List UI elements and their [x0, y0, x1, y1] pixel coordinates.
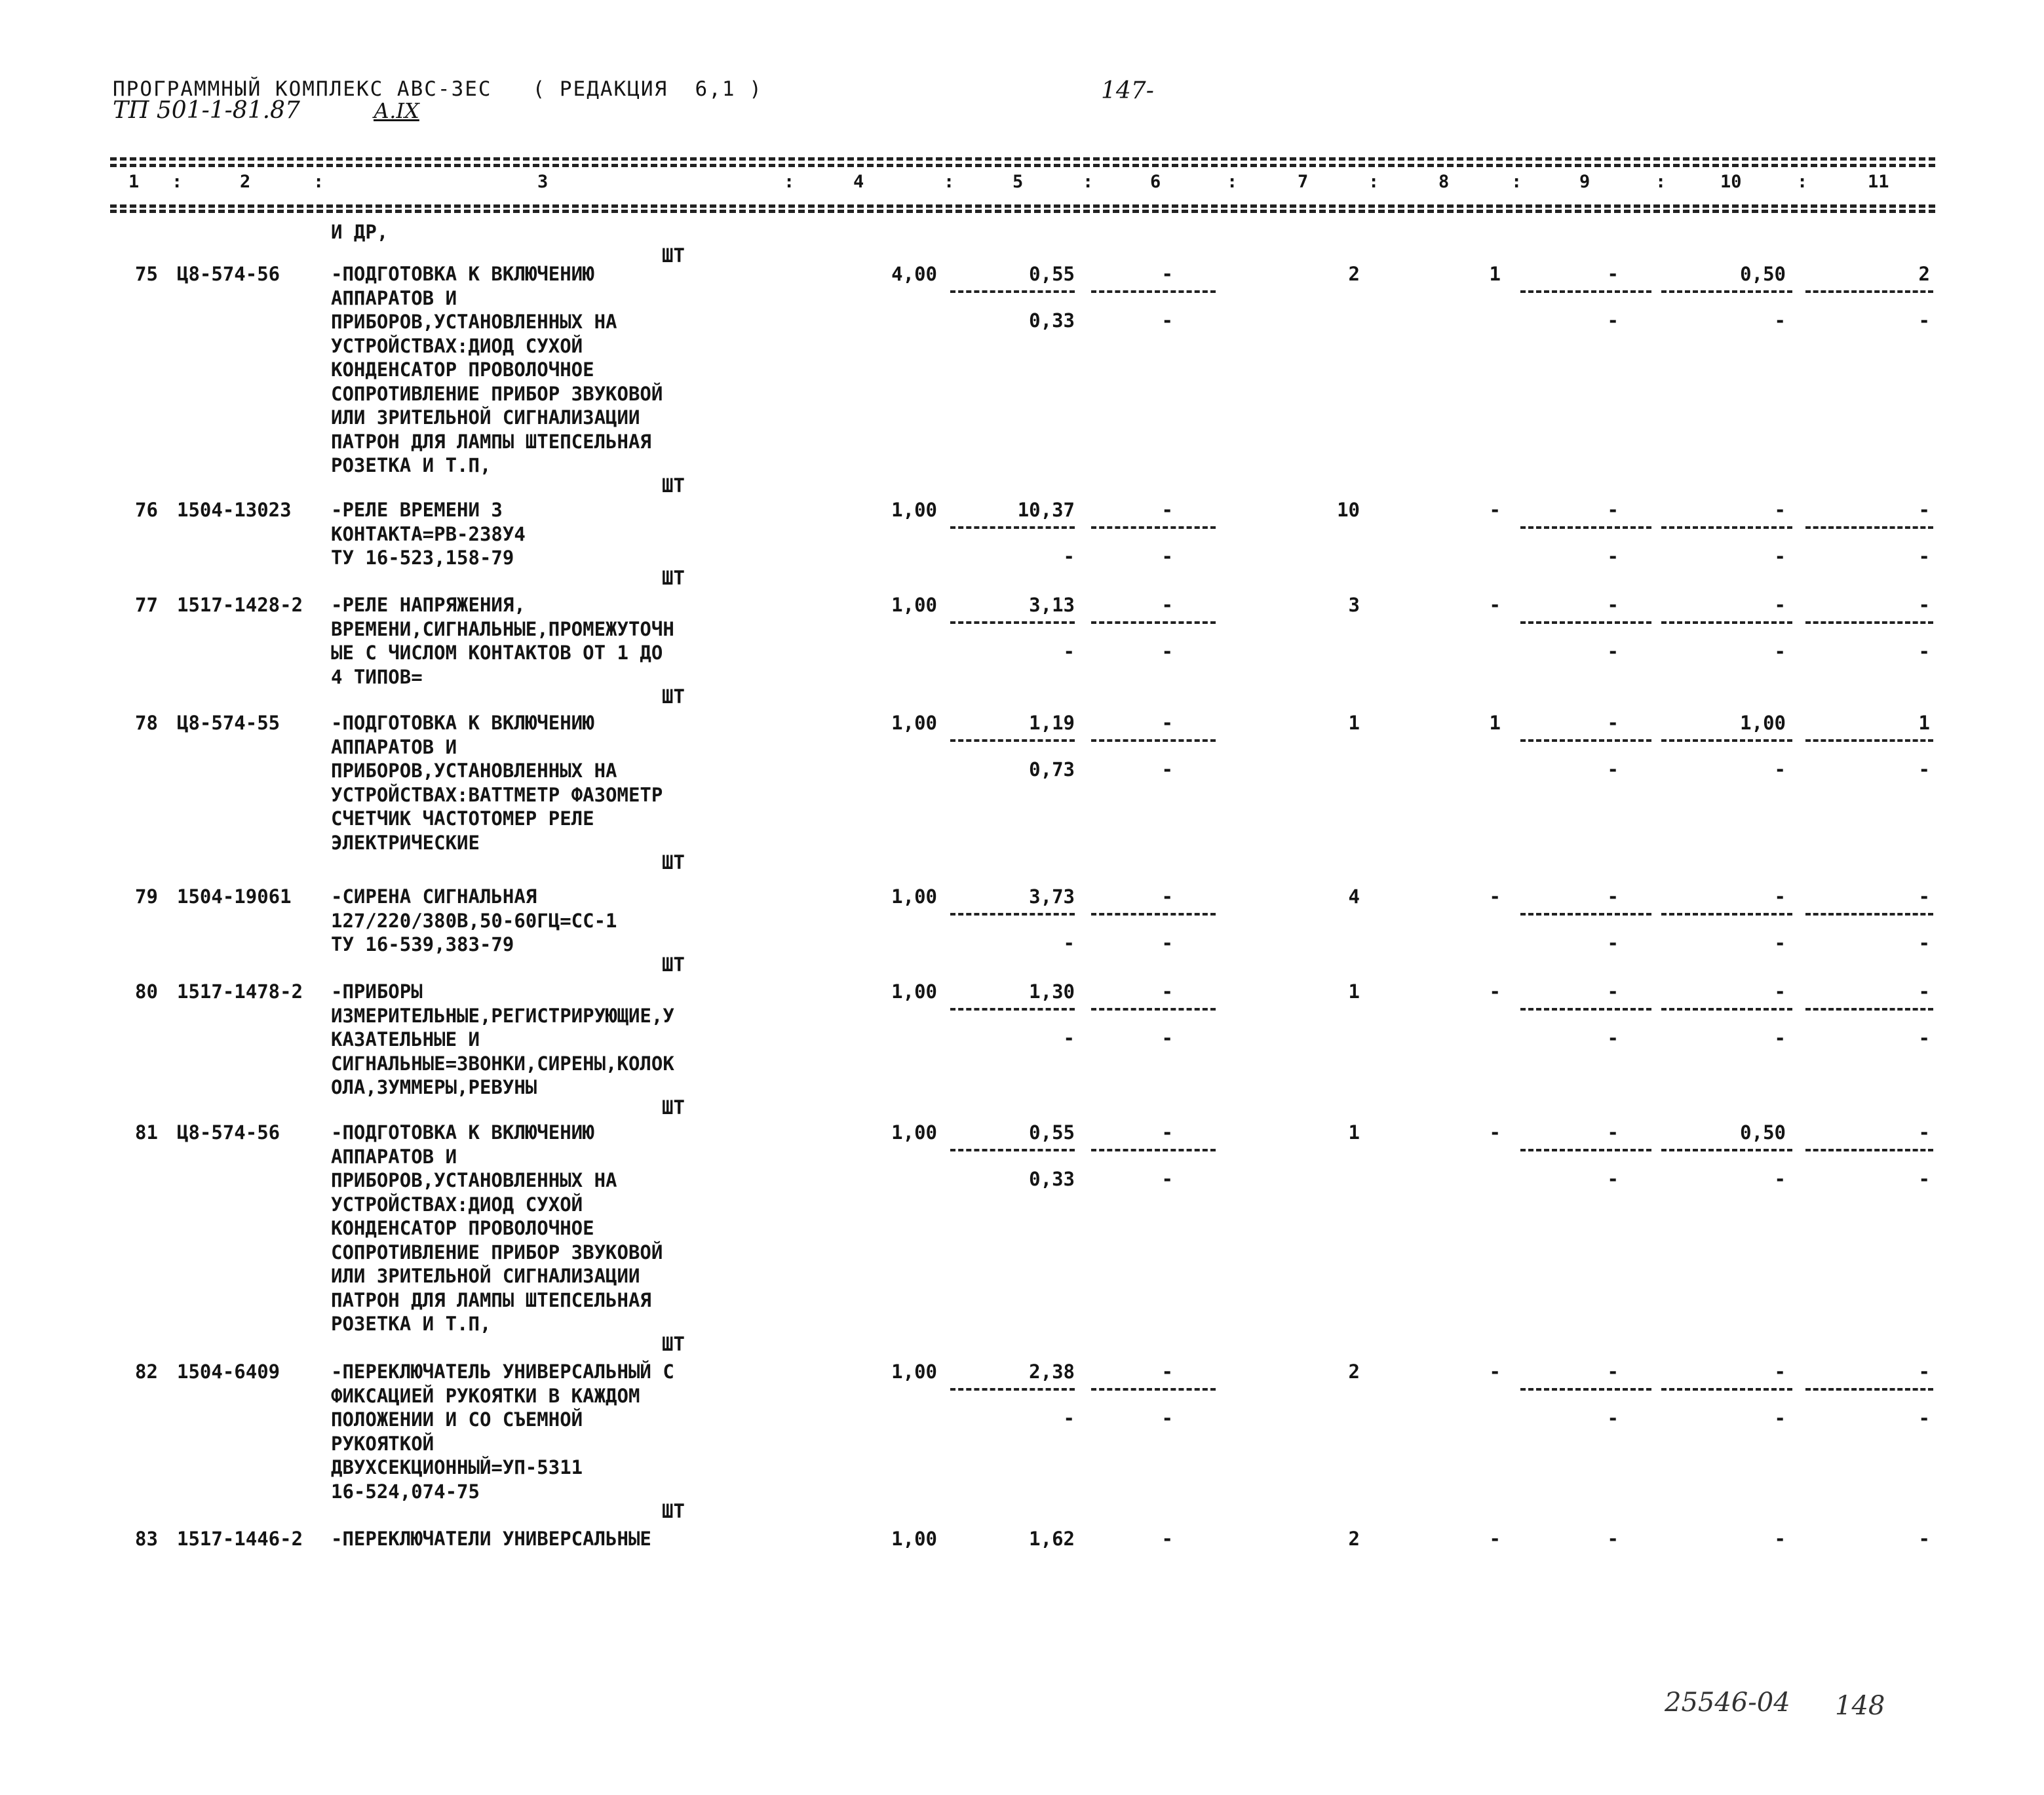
cell-c11: -: [1918, 980, 1930, 1003]
cell-c9: -: [1607, 980, 1619, 1003]
cell-c5-lower: -: [1063, 932, 1075, 954]
page-number: 147-: [1101, 77, 1154, 104]
cell-c9-lower: -: [1607, 1407, 1619, 1429]
row-description-line: ПОЛОЖЕНИИ И СО СЪЕМНОЙ: [331, 1408, 583, 1431]
row-description-line: -РЕЛЕ ВРЕМЕНИ 3: [331, 499, 503, 521]
column-header-7: 7: [1298, 172, 1309, 192]
cell-c6: -: [1161, 263, 1173, 285]
fraction-line: [950, 526, 1075, 529]
column-header-9: 9: [1579, 172, 1591, 192]
fraction-line: [1805, 913, 1933, 916]
cell-c7: 3: [1348, 594, 1360, 616]
fraction-line: [1805, 1008, 1933, 1011]
cell-c8: -: [1489, 1361, 1501, 1383]
cell-col4: 1,00: [891, 712, 937, 734]
row-description-line: УСТРОЙСТВАХ:ДИОД СУХОЙ: [331, 334, 583, 357]
row-description-line: ИЛИ ЗРИТЕЛЬНОЙ СИГНАЛИЗАЦИИ: [331, 406, 640, 429]
row-description-line: ИЗМЕРИТЕЛЬНЫЕ,РЕГИСТРИРУЮЩИЕ,У: [331, 1004, 674, 1027]
row-description-line: ПРИБОРОВ,УСТАНОВЛЕННЫХ НА: [331, 1169, 617, 1191]
fraction-line: [1661, 1149, 1792, 1151]
row-description-line: ДВУХСЕКЦИОННЫЙ=УП-5311: [331, 1456, 583, 1478]
cell-c9-lower: -: [1607, 932, 1619, 954]
cell-c7: 10: [1337, 499, 1360, 521]
row-code: Ц8-574-55: [177, 712, 280, 734]
fraction-line: [1520, 621, 1651, 624]
cell-c10: -: [1774, 980, 1786, 1003]
column-separator: :: [944, 172, 955, 192]
cell-c10: -: [1774, 594, 1786, 616]
column-separator: :: [1368, 172, 1379, 192]
cell-c6: -: [1161, 712, 1173, 734]
cell-col4: 1,00: [891, 885, 937, 908]
row-description-line: -СИРЕНА СИГНАЛЬНАЯ: [331, 885, 537, 908]
fraction-line: [1091, 1149, 1216, 1151]
cell-c6: -: [1161, 1528, 1173, 1550]
row-description-line: РОЗЕТКА И Т.П,: [331, 454, 492, 476]
column-header-10: 10: [1720, 172, 1742, 192]
cell-c8: -: [1489, 1121, 1501, 1144]
cell-c11-lower: -: [1918, 309, 1930, 332]
cell-c5-lower: 0,33: [1029, 1168, 1075, 1190]
cell-c7: 4: [1348, 885, 1360, 908]
row-code: Ц8-574-56: [177, 263, 280, 285]
cell-c6-lower: -: [1161, 1168, 1173, 1190]
row-description-line: ФИКСАЦИЕЙ РУКОЯТКИ В КАЖДОМ: [331, 1384, 640, 1407]
row-description-line: РОЗЕТКА И Т.П,: [331, 1313, 492, 1335]
cell-c5-lower: -: [1063, 545, 1075, 568]
cell-col4: 4,00: [891, 263, 937, 285]
row-description-line: -РЕЛЕ НАПРЯЖЕНИЯ,: [331, 594, 526, 616]
cell-c9: -: [1607, 885, 1619, 908]
cell-c7: 2: [1348, 1361, 1360, 1383]
header-rule-bottom: [110, 204, 1935, 208]
cell-c5: 2,38: [1029, 1361, 1075, 1383]
cell-c7: 1: [1348, 1121, 1360, 1144]
cell-c8: -: [1489, 499, 1501, 521]
fraction-line: [1091, 290, 1216, 293]
row-number: 79: [135, 885, 158, 908]
row-description-line: ЭЛЕКТРИЧЕСКИЕ: [331, 831, 480, 854]
cell-c6: -: [1161, 1121, 1173, 1144]
column-header-5: 5: [1012, 172, 1024, 192]
intro-unit: ШТ: [662, 244, 685, 267]
cell-c11-lower: -: [1918, 1407, 1930, 1429]
fraction-line: [950, 1008, 1075, 1011]
cell-c8: 1: [1489, 263, 1501, 285]
fraction-line: [1091, 1388, 1216, 1391]
fraction-line: [1091, 913, 1216, 916]
fraction-line: [1805, 1388, 1933, 1391]
cell-c10-lower: -: [1774, 1027, 1786, 1049]
cell-c5: 1,62: [1029, 1528, 1075, 1550]
cell-c7: 2: [1348, 263, 1360, 285]
row-number: 80: [135, 980, 158, 1003]
fraction-line: [1805, 290, 1933, 293]
row-description-line: -ПРИБОРЫ: [331, 980, 423, 1003]
row-number: 81: [135, 1121, 158, 1144]
cell-c9: -: [1607, 1361, 1619, 1383]
cell-c5: 0,55: [1029, 1121, 1075, 1144]
cell-c6: -: [1161, 1361, 1173, 1383]
cell-c11: -: [1918, 1528, 1930, 1550]
cell-c5-lower: -: [1063, 640, 1075, 663]
cell-c10: 1,00: [1740, 712, 1786, 734]
cell-c11: 2: [1918, 263, 1930, 285]
row-code: 1517-1428-2: [177, 594, 303, 616]
sheet-index: А.IX: [374, 98, 419, 123]
row-description-line: РУКОЯТКОЙ: [331, 1432, 434, 1455]
fraction-line: [950, 739, 1075, 742]
cell-c5-lower: -: [1063, 1027, 1075, 1049]
cell-c10: 0,50: [1740, 1121, 1786, 1144]
column-header-11: 11: [1868, 172, 1889, 192]
header-rule-top: [110, 157, 1935, 161]
row-description-line: СОПРОТИВЛЕНИЕ ПРИБОР ЗВУКОВОЙ: [331, 1241, 663, 1264]
cell-c10: -: [1774, 1528, 1786, 1550]
cell-c10-lower: -: [1774, 932, 1786, 954]
cell-c5: 3,73: [1029, 885, 1075, 908]
row-number: 83: [135, 1528, 158, 1550]
fraction-line: [950, 1388, 1075, 1391]
column-separator: :: [1655, 172, 1667, 192]
row-number: 75: [135, 263, 158, 285]
row-unit: ШТ: [662, 474, 685, 497]
cell-c10-lower: -: [1774, 1168, 1786, 1190]
row-description-line: -ПОДГОТОВКА К ВКЛЮЧЕНИЮ: [331, 1121, 594, 1144]
fraction-line: [950, 1149, 1075, 1151]
row-description-line: -ПОДГОТОВКА К ВКЛЮЧЕНИЮ: [331, 712, 594, 734]
cell-c9-lower: -: [1607, 545, 1619, 568]
row-unit: ШТ: [662, 1332, 685, 1355]
cell-c10-lower: -: [1774, 545, 1786, 568]
column-separator: :: [1511, 172, 1522, 192]
row-code: 1504-13023: [177, 499, 292, 521]
row-description-line: 127/220/380В,50-60ГЦ=СС-1: [331, 909, 617, 932]
column-separator: :: [1227, 172, 1238, 192]
cell-c9: -: [1607, 499, 1619, 521]
fraction-line: [1520, 739, 1651, 742]
row-code: 1517-1446-2: [177, 1528, 303, 1550]
column-separator: :: [1797, 172, 1808, 192]
cell-c11: -: [1918, 594, 1930, 616]
row-unit: ШТ: [662, 1096, 685, 1119]
cell-col4: 1,00: [891, 1121, 937, 1144]
fraction-line: [1805, 621, 1933, 624]
cell-c9-lower: -: [1607, 640, 1619, 663]
cell-c11-lower: -: [1918, 640, 1930, 663]
cell-c11-lower: -: [1918, 545, 1930, 568]
cell-c6: -: [1161, 885, 1173, 908]
cell-col4: 1,00: [891, 1528, 937, 1550]
header-rule-bottom-2: [110, 210, 1935, 213]
cell-c9: -: [1607, 1121, 1619, 1144]
fraction-line: [950, 913, 1075, 916]
cell-col4: 1,00: [891, 499, 937, 521]
fraction-line: [950, 621, 1075, 624]
column-header-1: 1: [128, 172, 140, 192]
cell-c9: -: [1607, 594, 1619, 616]
row-description-line: ПРИБОРОВ,УСТАНОВЛЕННЫХ НА: [331, 760, 617, 782]
row-unit: ШТ: [662, 1500, 685, 1522]
cell-c11-lower: -: [1918, 932, 1930, 954]
cell-c6-lower: -: [1161, 932, 1173, 954]
cell-c5-lower: 0,33: [1029, 309, 1075, 332]
cell-col4: 1,00: [891, 594, 937, 616]
cell-c11-lower: -: [1918, 1027, 1930, 1049]
row-description-line: СЧЕТЧИК ЧАСТОТОМЕР РЕЛЕ: [331, 807, 594, 830]
cell-c9-lower: -: [1607, 758, 1619, 781]
fraction-line: [1805, 739, 1933, 742]
cell-c10-lower: -: [1774, 309, 1786, 332]
cell-col4: 1,00: [891, 980, 937, 1003]
row-description-line: -ПОДГОТОВКА К ВКЛЮЧЕНИЮ: [331, 263, 594, 285]
cell-c10-lower: -: [1774, 1407, 1786, 1429]
row-description-line: КАЗАТЕЛЬНЫЕ И: [331, 1028, 480, 1051]
cell-c9-lower: -: [1607, 1168, 1619, 1190]
column-separator: :: [784, 172, 795, 192]
row-description-line: 16-524,074-75: [331, 1480, 480, 1503]
cell-c6-lower: -: [1161, 309, 1173, 332]
fraction-line: [1805, 526, 1933, 529]
row-unit: ШТ: [662, 851, 685, 874]
row-description-line: АППАРАТОВ И: [331, 286, 457, 309]
row-description-line: КОНТАКТА=РВ-238У4: [331, 522, 526, 545]
column-separator: :: [172, 172, 183, 192]
row-description-line: АППАРАТОВ И: [331, 1145, 457, 1168]
row-unit: ШТ: [662, 953, 685, 976]
row-description-line: ПРИБОРОВ,УСТАНОВЛЕННЫХ НА: [331, 311, 617, 333]
fraction-line: [950, 290, 1075, 293]
cell-c6-lower: -: [1161, 1027, 1173, 1049]
fraction-line: [1661, 621, 1792, 624]
row-description-line: -ПЕРЕКЛЮЧАТЕЛИ УНИВЕРСАЛЬНЫЕ: [331, 1528, 651, 1550]
row-number: 77: [135, 594, 158, 616]
row-unit: ШТ: [662, 566, 685, 589]
cell-col4: 1,00: [891, 1361, 937, 1383]
row-code: 1517-1478-2: [177, 980, 303, 1003]
intro-desc: И ДР,: [331, 221, 389, 243]
cell-c8: -: [1489, 980, 1501, 1003]
footer-stamp: 25546-04: [1665, 1688, 1790, 1718]
column-header-2: 2: [240, 172, 251, 192]
cell-c8: -: [1489, 1528, 1501, 1550]
cell-c7: 2: [1348, 1528, 1360, 1550]
row-description-line: СОПРОТИВЛЕНИЕ ПРИБОР ЗВУКОВОЙ: [331, 382, 663, 405]
cell-c6-lower: -: [1161, 545, 1173, 568]
cell-c11: -: [1918, 885, 1930, 908]
fraction-line: [1091, 526, 1216, 529]
row-description-line: КОНДЕНСАТОР ПРОВОЛОЧНОЕ: [331, 358, 594, 381]
cell-c5: 1,30: [1029, 980, 1075, 1003]
row-description-line: СИГНАЛЬНЫЕ=ЗВОНКИ,СИРЕНЫ,КОЛОК: [331, 1052, 674, 1075]
row-description-line: 4 ТИПОВ=: [331, 665, 423, 688]
row-description-line: ТУ 16-523,158-79: [331, 547, 514, 569]
column-separator: :: [1083, 172, 1094, 192]
cell-c5-lower: -: [1063, 1407, 1075, 1429]
cell-c11: -: [1918, 1121, 1930, 1144]
row-description-line: АППАРАТОВ И: [331, 735, 457, 758]
cell-c6-lower: -: [1161, 1407, 1173, 1429]
fraction-line: [1520, 526, 1651, 529]
header-rule-top-2: [110, 164, 1935, 167]
column-header-4: 4: [853, 172, 864, 192]
row-description-line: ОЛА,ЗУММЕРЫ,РЕВУНЫ: [331, 1076, 537, 1098]
fraction-line: [1520, 913, 1651, 916]
row-number: 82: [135, 1361, 158, 1383]
cell-c10-lower: -: [1774, 758, 1786, 781]
row-description-line: -ПЕРЕКЛЮЧАТЕЛЬ УНИВЕРСАЛЬНЫЙ С: [331, 1361, 674, 1383]
cell-c9-lower: -: [1607, 309, 1619, 332]
fraction-line: [1520, 1149, 1651, 1151]
cell-c9: -: [1607, 712, 1619, 734]
cell-c10: 0,50: [1740, 263, 1786, 285]
footer-sheet: 148: [1835, 1691, 1885, 1721]
column-header-6: 6: [1150, 172, 1161, 192]
cell-c8: 1: [1489, 712, 1501, 734]
cell-c11: 1: [1918, 712, 1930, 734]
row-code: Ц8-574-56: [177, 1121, 280, 1144]
row-description-line: ЫЕ С ЧИСЛОМ КОНТАКТОВ ОТ 1 ДО: [331, 642, 663, 664]
fraction-line: [1661, 1008, 1792, 1011]
row-unit: ШТ: [662, 685, 685, 708]
row-description-line: ИЛИ ЗРИТЕЛЬНОЙ СИГНАЛИЗАЦИИ: [331, 1265, 640, 1287]
cell-c10: -: [1774, 1361, 1786, 1383]
fraction-line: [1661, 290, 1792, 293]
cell-c11-lower: -: [1918, 758, 1930, 781]
cell-c7: 1: [1348, 980, 1360, 1003]
fraction-line: [1661, 1388, 1792, 1391]
fraction-line: [1091, 621, 1216, 624]
cell-c6: -: [1161, 594, 1173, 616]
cell-c6: -: [1161, 980, 1173, 1003]
cell-c11: -: [1918, 1361, 1930, 1383]
row-description-line: КОНДЕНСАТОР ПРОВОЛОЧНОЕ: [331, 1217, 594, 1239]
cell-c10: -: [1774, 499, 1786, 521]
cell-c8: -: [1489, 885, 1501, 908]
cell-c5-lower: 0,73: [1029, 758, 1075, 781]
cell-c5: 10,37: [1017, 499, 1075, 521]
row-number: 76: [135, 499, 158, 521]
cell-c11: -: [1918, 499, 1930, 521]
fraction-line: [1091, 1008, 1216, 1011]
row-description-line: ПАТРОН ДЛЯ ЛАМПЫ ШТЕПСЕЛЬНАЯ: [331, 430, 651, 453]
column-header-8: 8: [1438, 172, 1450, 192]
fraction-line: [1520, 1008, 1651, 1011]
fraction-line: [1661, 739, 1792, 742]
cell-c9-lower: -: [1607, 1027, 1619, 1049]
row-code: 1504-19061: [177, 885, 292, 908]
cell-c11-lower: -: [1918, 1168, 1930, 1190]
row-description-line: ТУ 16-539,383-79: [331, 933, 514, 955]
cell-c6-lower: -: [1161, 758, 1173, 781]
cell-c10-lower: -: [1774, 640, 1786, 663]
column-separator: :: [313, 172, 324, 192]
cell-c6: -: [1161, 499, 1173, 521]
cell-c8: -: [1489, 594, 1501, 616]
row-description-line: ВРЕМЕНИ,СИГНАЛЬНЫЕ,ПРОМЕЖУТОЧН: [331, 617, 674, 640]
row-description-line: УСТРОЙСТВАХ:ВАТТМЕТР ФАЗОМЕТР: [331, 783, 663, 806]
fraction-line: [1091, 739, 1216, 742]
cell-c5: 1,19: [1029, 712, 1075, 734]
fraction-line: [1661, 913, 1792, 916]
column-header-3: 3: [537, 172, 549, 192]
fraction-line: [1520, 290, 1651, 293]
cell-c5: 3,13: [1029, 594, 1075, 616]
row-description-line: ПАТРОН ДЛЯ ЛАМПЫ ШТЕПСЕЛЬНАЯ: [331, 1288, 651, 1311]
fraction-line: [1805, 1149, 1933, 1151]
row-code: 1504-6409: [177, 1361, 280, 1383]
project-code: ТП 501-1-81.87: [113, 97, 300, 124]
cell-c9: -: [1607, 1528, 1619, 1550]
cell-c10: -: [1774, 885, 1786, 908]
cell-c7: 1: [1348, 712, 1360, 734]
program-header: ПРОГРАММНЫЙ КОМПЛЕКС АВС-3ЕС ( РЕДАКЦИЯ 6,1 ): [113, 77, 763, 101]
fraction-line: [1661, 526, 1792, 529]
row-number: 78: [135, 712, 158, 734]
cell-c5: 0,55: [1029, 263, 1075, 285]
fraction-line: [1520, 1388, 1651, 1391]
row-description-line: УСТРОЙСТВАХ:ДИОД СУХОЙ: [331, 1193, 583, 1216]
cell-c6-lower: -: [1161, 640, 1173, 663]
cell-c9: -: [1607, 263, 1619, 285]
